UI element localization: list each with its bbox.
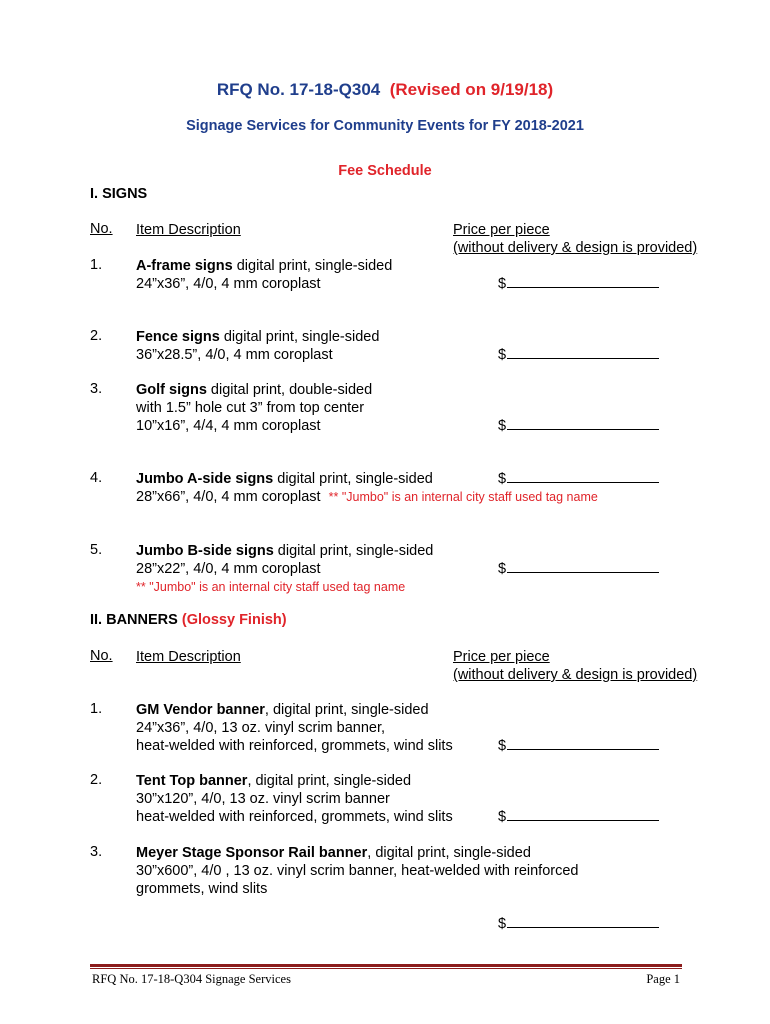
- glossy-finish-note: (Glossy Finish): [181, 612, 287, 628]
- sign-item-name: A-frame signs: [136, 258, 233, 274]
- rfq-number: RFQ No. 17-18-Q304: [216, 80, 381, 99]
- sign-item-number: 3.: [90, 381, 103, 397]
- sign-item-description: Golf signs digital print, double-sided with 1.5” hole cut 3” from top center 10”x16”, 4/4, 4 mm coroplast: [136, 382, 373, 434]
- sign-price-field[interactable]: $: [498, 560, 659, 577]
- sign-item-name: Jumbo A-side signs: [136, 471, 274, 487]
- banners-col-price: [453, 648, 697, 684]
- banner-item-number: 1.: [90, 701, 103, 717]
- footer-rule-thin: [90, 968, 682, 969]
- footer-document-name: RFQ No. 17-18-Q304 Signage Services: [92, 972, 291, 986]
- sign-price-field[interactable]: $: [498, 417, 659, 434]
- banner-item-name: GM Vendor banner: [136, 702, 265, 718]
- banner-item-description: GM Vendor banner, digital print, single-sided 24”x36”, 4/0, 13 oz. vinyl scrim banner, heat-welded with reinforced, grommets, wind slits: [136, 702, 453, 754]
- sign-item-description: A-frame signs digital print, single-sided 24”x36”, 4/0, 4 mm coroplast: [136, 258, 393, 292]
- banner-item-name: Meyer Stage Sponsor Rail banner: [136, 845, 368, 861]
- document-subtitle: Signage Services for Community Events for FY 2018-2021: [186, 118, 584, 134]
- jumbo-note: ** "Jumbo" is an internal city staff used tag name: [136, 580, 406, 594]
- signs-section-heading: I. SIGNS: [90, 186, 148, 202]
- footer-rule: [90, 964, 682, 967]
- banner-price-field[interactable]: $: [498, 915, 659, 932]
- document-title: [0, 80, 770, 100]
- sign-item-number: 2.: [90, 328, 103, 344]
- banner-item-name: Tent Top banner: [136, 773, 248, 789]
- banner-item-description: Meyer Stage Sponsor Rail banner, digital print, single-sided 30”x600”, 4/0 , 13 oz. vinyl scrim banner, heat-welded with reinforced grommets, wind slits: [136, 845, 579, 897]
- banners-col-price-line2: (without delivery & design is provided): [453, 667, 698, 683]
- revised-date: (Revised on 9/19/18): [389, 80, 554, 99]
- signs-col-price: [453, 221, 697, 257]
- sign-item-number: 4.: [90, 470, 103, 486]
- fee-schedule-heading: Fee Schedule: [338, 163, 432, 179]
- sign-price-field[interactable]: $: [498, 275, 659, 292]
- sign-item-description: Jumbo A-side signs digital print, single-sided 28”x66”, 4/0, 4 mm coroplast ** "Jumbo" is an internal city staff used tag name: [136, 471, 598, 505]
- sign-item-name: Jumbo B-side signs: [136, 543, 274, 559]
- banners-col-no: No.: [90, 648, 113, 664]
- signs-col-desc: Item Description: [136, 222, 241, 238]
- banners-col-desc: Item Description: [136, 649, 241, 665]
- sign-price-field[interactable]: $: [498, 346, 659, 363]
- banner-item-number: 2.: [90, 772, 103, 788]
- sign-item-description: Fence signs digital print, single-sided 36”x28.5”, 4/0, 4 mm coroplast: [136, 329, 380, 363]
- banner-price-field[interactable]: $: [498, 737, 659, 754]
- jumbo-note: ** "Jumbo" is an internal city staff used tag name: [328, 490, 598, 504]
- sign-item-description: Jumbo B-side signs digital print, single-sided 28”x22”, 4/0, 4 mm coroplast ** "Jumbo" is an internal city staff used tag name: [136, 543, 434, 594]
- sign-item-name: Fence signs: [136, 329, 220, 345]
- footer-page-number: Page 1: [646, 972, 680, 986]
- banner-item-number: 3.: [90, 844, 103, 860]
- banner-price-field[interactable]: $: [498, 808, 659, 825]
- sign-price-field[interactable]: $: [498, 470, 659, 487]
- sign-item-number: 1.: [90, 257, 103, 273]
- sign-item-name: Golf signs: [136, 382, 207, 398]
- signs-col-price-line1: Price per piece: [453, 222, 550, 238]
- sign-item-number: 5.: [90, 542, 103, 558]
- banners-section-heading: II. BANNERS (Glossy Finish): [90, 612, 287, 628]
- signs-col-no: No.: [90, 221, 113, 237]
- banners-col-price-line1: Price per piece: [453, 649, 550, 665]
- banner-item-description: Tent Top banner, digital print, single-sided 30”x120”, 4/0, 13 oz. vinyl scrim banner heat-welded with reinforced, grommets, wind slits: [136, 773, 453, 825]
- signs-col-price-line2: (without delivery & design is provided): [453, 240, 698, 256]
